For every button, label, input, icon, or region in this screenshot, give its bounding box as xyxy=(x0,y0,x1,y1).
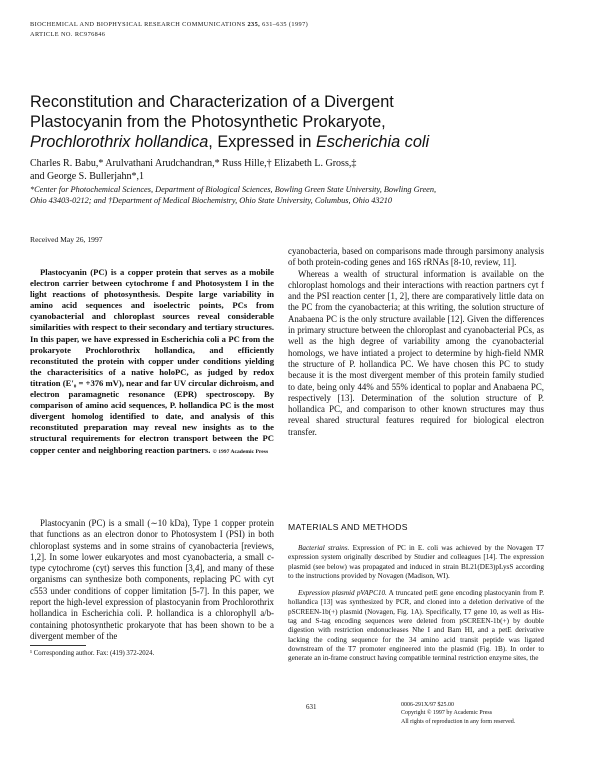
author-list xyxy=(30,157,570,183)
footnote: ¹ Corresponding author. Fax: (419) 372-2024. xyxy=(30,650,155,657)
title-host: Escherichia coli xyxy=(316,133,430,151)
section-heading-methods: MATERIALS AND METHODS xyxy=(288,522,408,532)
footer-issn-block xyxy=(401,701,561,726)
abstract-text: Plastocyanin (PC) is a copper protein that serves as a mobile electron carrier between cytochrome f and Photosystem I in the light reactions of photosynthesis. Despite large variability in amino acid sequences and isoelectric points, PCs from cyanobacterial and chloroplast sources reveal considerable similarities with respect to their secondary and tertiary structures. In this paper, we have expressed in Escherichia coli a PC from the prokaryote Prochlorothrix hollandica, and efficiently reconstituted the protein with copper under conditions yielding the characterisitics of a native holoPC, as judged by redox titration (E′₀ = +376 mV), near and far UV circular dichroism, and electron paramagnetic resonance (EPR) spectroscopy. By comparison of amino acid sequences, P. hollandica PC is the most divergent homolog identified to date, and analysis of this reconstituted preparation may reveal new insights as to the structural requirements for electron transport between the PC copper center and neighboring reaction partners. xyxy=(30,267,274,455)
footnote-divider xyxy=(30,645,86,646)
title-line-2: Plastocyanin from the Photosynthetic Prokaryote, xyxy=(30,113,386,131)
title-connector: , Expressed in xyxy=(208,133,316,151)
title-line-3 xyxy=(30,132,550,152)
intro-paragraph-2: Whereas a wealth of structural information is available on the chloroplast homologs and their interactions with reaction partners cyt f and the PSI reaction center [1, 2], there are comparatively little data on the PC from the cyanobacteria; at this writing, the solution structure of Anabaena PC is the only structure available [12]. Given the differences in primary structure between the chloroplast and cyanobacterial PCs, as well as the high degree of variability among the cyanobacterial homologs, we have intiated a project to determine by high-field NMR the structure of P. hollandica PC. We have chosen this PC to study because it is the most divergent member of this protein family studied to date, being only 44% and 55% identical to poplar and Anabaena PC, respectively [13]. Determination of the solution structure of P. hollandica PC, and comparison to other known structures may thus reveal shared structural features required for biological electron transfer. xyxy=(288,268,544,437)
page-number: 631 xyxy=(306,703,317,711)
article-number: ARTICLE NO. RC976846 xyxy=(30,31,106,38)
methods-strains-paragraph xyxy=(288,544,544,581)
volume-number: 235, xyxy=(247,21,261,28)
affiliations xyxy=(30,184,575,206)
affiliation-line-2: Ohio 43403-0212; and †Department of Medical Biochemistry, Ohio State University, Columbus, Ohio 43210 xyxy=(30,196,393,205)
footer-rights: All rights of reproduction in any form reserved. xyxy=(401,718,516,725)
methods-strains-label: Bacterial strains. xyxy=(298,544,350,552)
abstract xyxy=(30,267,274,458)
running-header xyxy=(30,20,308,40)
received-date: Received May 26, 1997 xyxy=(30,235,103,244)
issn: 0006-291X/97 $25.00 xyxy=(401,702,454,708)
intro-paragraph-continued: cyanobacteria, based on comparisons made through parsimony analysis of both protein-coding genes and 16S rRNAs [8-10, review, 11]. xyxy=(288,246,544,268)
methods-strains-text: Expression of PC in E. coli was achieved by the Novagen T7 expression system originally described by Studier and colleagues [14]. The expression plasmid (see below) was propagated and induced in strain BL21(DE3)pLysS according to the instructions provided by Novagen (Madison, WI). xyxy=(288,544,544,580)
authors-line-2: and George S. Bullerjahn*,1 xyxy=(30,171,144,182)
title-line-1: Reconstitution and Characterization of a Divergent xyxy=(30,93,394,111)
footer-copyright: Copyright © 1997 by Academic Press xyxy=(401,710,493,717)
intro-paragraph-1: Plastocyanin (PC) is a small (∼10 kDa), Type 1 copper protein that functions as an electron donor to Photosystem I (PSI) in both chloroplast systems and in some strains of cyanobacteria [reviews, 1,2]. In some lower eukaryotes and most cyanobacteria, a small c-type cytochrome (cyt) serves this function [3,4], and many of these organisms can synthesize both components, replacing PC with cyt c553 under conditions of copper limitation [5-7]. In this paper, we report the high-level expression of plastocyanin from Prochlorothrix hollandica in Escherichia coli. P. hollandica is a chlorophyll a/b-containing photosynthetic prokaryote that has been shown to be a divergent member of the xyxy=(30,518,274,641)
abstract-copyright: © 1997 Academic Press xyxy=(212,448,269,455)
methods-section xyxy=(288,544,544,672)
page-range: 631–635 (1997) xyxy=(262,21,309,28)
methods-plasmid-label: Expression plasmid pVAPC10. xyxy=(298,589,387,598)
body-left-column xyxy=(30,518,274,642)
authors-line-1: Charles R. Babu,* Arulvathani Arudchandran,* Russ Hille,† Elizabeth L. Gross,‡ xyxy=(30,158,357,169)
affiliation-line-1: *Center for Photochemical Sciences, Department of Biological Sciences, Bowling Green State University, Bowling Green, xyxy=(30,185,437,194)
methods-plasmid-text: A truncated petE gene encoding plastocyanin from P. hollandica [13] was synthesized by PCR, and cloned into a deletion derivative of the pSCREEN-1b(+) plasmid (Novagen, Fig. 1A). Specifically, T7 gene 10, as well as His-tag and S-tag encoding sequences were deleted from pSCREEN-1b(+) by double digestion with restriction endonucleases Nhe I and Bam HI, and a petE derivative lacking the coding sequence for the 34 amino acid transit peptide was ligated downstream of the T7 promoter engineered into the plasmid (Fig. 1B). In order to generate an in-frame construct having compatible terminal restriction enzyme sites, the xyxy=(288,589,544,663)
title-organism: Prochlorothrix hollandica xyxy=(30,133,209,151)
journal-name: BIOCHEMICAL AND BIOPHYSICAL RESEARCH COMMUNICATIONS xyxy=(30,21,246,28)
body-right-column xyxy=(288,246,544,438)
methods-plasmid-paragraph xyxy=(288,589,544,663)
paper-title xyxy=(30,92,550,152)
